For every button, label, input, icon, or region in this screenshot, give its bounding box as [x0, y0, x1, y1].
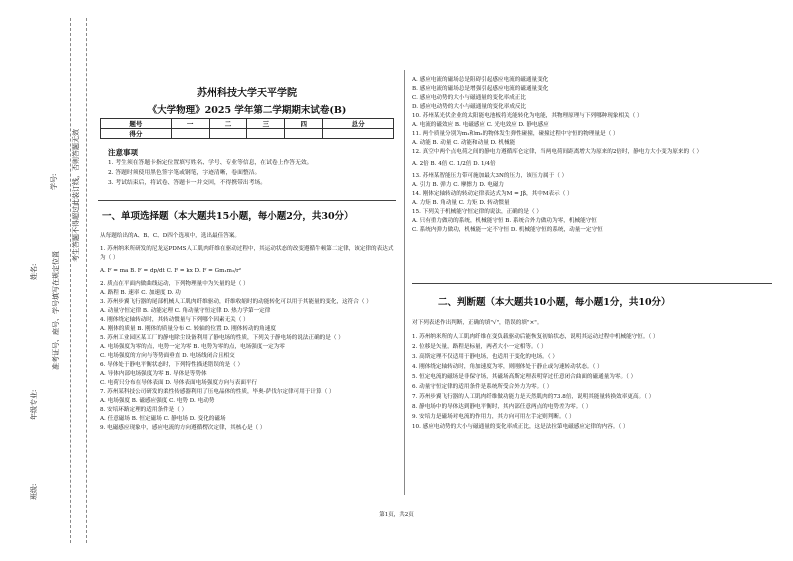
binding-line-inner	[86, 18, 87, 543]
binding-admission: 准考证号、座号、学号填写在规定位置	[52, 251, 60, 370]
question-line: C. 电场强度的方向与等势面垂直 D. 电场线闭合且相交	[100, 353, 235, 359]
score-cell: 题号	[101, 119, 172, 129]
score-cell: 四	[285, 119, 323, 129]
section1-continued	[412, 76, 770, 235]
judge-item: 6. 动量守恒定律的适用条件是系统所受合外力为零。（ ）	[412, 384, 553, 390]
judge-item: 3. 高斯定理不仅适用于静电场，也适用于变化的电场。（ ）	[412, 354, 558, 360]
question-line: 1. 苏州纳米所研发的尼龙运PDMS人工肌肉纤维在驱动过程中，其运动状态的改变遵循牛顿第二定律，该定律的表达式为（ ）	[100, 246, 394, 261]
binding-class: 班级:	[30, 483, 38, 500]
score-cell: 总分	[323, 119, 394, 129]
question-line: A. 任意磁场 B. 恒定磁场 C. 静电场 D. 变化的磁场	[100, 416, 226, 422]
score-cell: 得分	[101, 129, 172, 139]
score-value-row	[101, 129, 394, 139]
judge-item: 2. 位移是矢量，路程是标量，两者大小一定相等。（ ）	[412, 344, 547, 350]
question-line: A. F = ma B. F = dp/dt C. F = kx D. F = Gm₁m₂/r²	[100, 268, 241, 274]
question-line: 10. 苏州某光伏企业的太阳能电池板将光能转化为电能，其物理原理与下列哪种现象相关（ ）	[412, 113, 643, 119]
section-rule	[98, 200, 396, 201]
section1-intro: 从每题给出的A、B、C、D四个选项中，选出最佳答案。	[100, 233, 240, 239]
score-header-row	[101, 119, 394, 129]
section1-title: 一、单项选择题（本大题共15小题，每小题2分，共30分）	[102, 211, 354, 222]
score-input[interactable]	[285, 129, 323, 139]
question-line: A. 2倍 B. 4倍 C. 1/2倍 D. 1/4倍	[412, 161, 496, 167]
question-line: 14. 刚体定轴转动的转动定律表达式为M = Jβ，其中M表示（ ）	[412, 191, 573, 197]
judge-item: 8. 静电场中的导体达到静电平衡时，其内部任意两点的电势差为零。（ ）	[412, 404, 592, 410]
question-line: A. 只有重力做功的系统，机械能守恒 B. 系统合外力做功为零，机械能守恒	[412, 218, 597, 224]
judge-item: 1. 苏州纳米所的人工肌肉纤维在变负载驱动后能恢复初始状态，说明其运动过程中机械能守恒。（ ）	[412, 334, 659, 340]
question-line: A. 动能 B. 动量 C. 动能和动量 D. 机械能	[412, 140, 516, 146]
question-line: C. 感应电动势的大小与磁通量的变化率成正比	[412, 95, 526, 101]
note-item: 1. 考生须在答题卡指定位置填写姓名、学号、专业等信息，在试卷上作答无效。	[108, 160, 313, 166]
question-line: 5. 苏州工业园区某工厂的静电除尘设备利用了静电场的性质，下列关于静电场的说法正确的是（ ）	[100, 335, 344, 341]
score-input[interactable]	[171, 129, 209, 139]
notes-title: 注意事项	[108, 148, 138, 157]
judge-item: 10. 感应电动势的大小与磁通量的变化率成正比，这是法拉第电磁感应定律的内容。（ ）	[412, 424, 629, 430]
note-item: 2. 答题时须使用黑色签字笔或钢笔，字迹清晰，卷面整洁。	[108, 170, 261, 176]
question-line: A. 导体内部电场强度为零 B. 导体是等势体	[100, 371, 207, 377]
binding-warning: 考生答题不得超过此装订线，否则答题无效	[72, 129, 80, 262]
question-line: D. 感应电动势的大小与磁通量的变化率成反比	[412, 104, 527, 110]
column-divider	[404, 70, 405, 495]
score-input[interactable]	[247, 129, 285, 139]
binding-grade: 年级专业:	[30, 389, 38, 420]
section1-body	[100, 232, 394, 433]
score-cell: 三	[247, 119, 285, 129]
binding-name: 姓名:	[30, 263, 38, 280]
question-line: 8. 安培环路定理的适用条件是（ ）	[100, 407, 188, 413]
score-cell: 一	[171, 119, 209, 129]
question-line: A. 动量守恒定律 B. 动能定理 C. 角动量守恒定律 D. 热力学第一定律	[100, 308, 271, 314]
judge-item: 4. 刚体绕定轴转动时，角加速度为零，则刚体处于静止或匀速转动状态。（ ）	[412, 364, 603, 370]
section-rule	[412, 283, 772, 284]
question-line: A. 电场强度 B. 磁感应强度 C. 电势 D. 电动势	[100, 398, 215, 404]
question-line: A. 感应电流的磁场总是阻碍引起感应电流的磁通量变化	[412, 77, 549, 83]
question-line: 7. 苏州某科技公司研发的柔性传感器利用了压电晶体的性质，毕奥-萨伐尔定律可用于计算（ ）	[100, 389, 335, 395]
right-column	[412, 0, 772, 561]
judge-item: 5. 恒定电流的磁场是非保守场，其磁场高斯定理表明穿过任意闭合曲面的磁通量为零。（ ）	[412, 374, 637, 380]
question-line: C. 电荷只分布在导体表面 D. 导体表面电场强度方向与表面平行	[100, 380, 258, 386]
binding-line-outer	[70, 18, 71, 543]
judge-item: 7. 苏州步翼飞行器的人工肌肉纤维做功能力是天然肌肉的73.8倍，说明其能量转换效率更高。（ ）	[412, 394, 655, 400]
score-input[interactable]	[323, 129, 394, 139]
question-line: A. 路程 B. 速率 C. 加速度 D. 功	[100, 290, 181, 296]
section2-body	[412, 318, 770, 432]
question-line: A. 引力 B. 弹力 C. 摩擦力 D. 电磁力	[412, 182, 505, 188]
left-column	[98, 0, 396, 561]
judge-item: 9. 安培力是磁场对电流的作用力，其方向可用左手定则判断。（ ）	[412, 414, 575, 420]
question-line: 13. 苏州某智能压力带可施加最大3N的压力，该压力属于（ ）	[412, 173, 568, 179]
binding-student-no: 学号:	[50, 173, 58, 190]
page-footer: 第1页，共2页	[379, 512, 414, 518]
section2-intro: 对下列表述作出判断，正确的填"√"，错误的填"×"。	[412, 320, 543, 326]
score-table	[100, 118, 394, 139]
note-item: 3. 考试结束后，将试卷、答题卡一并交回，不得携带出考场。	[108, 180, 267, 186]
notes-list	[108, 158, 393, 188]
question-line: 4. 刚体绕定轴转动时，其转动惯量与下列哪个因素无关（ ）	[100, 317, 249, 323]
exam-title: 《大学物理》2025 学年第二学期期末试卷(B)	[147, 105, 347, 116]
question-line: 15. 下列关于机械能守恒定律的说法，正确的是（ ）	[412, 209, 542, 215]
question-line: 2. 质点在平面内做曲线运动，下列物理量中为矢量的是（ ）	[100, 281, 249, 287]
question-line: 3. 苏州步翼飞行器的尾部机械人工肌肉纤维驱动，纤维收缩时的动能转化可以用于其能量的变化，这符合（ ）	[100, 299, 372, 305]
school-name: 苏州科技大学天平学院	[197, 88, 297, 99]
score-cell: 二	[209, 119, 247, 129]
question-line: 12. 真空中两个点电荷之间的静电力遵循库仑定律，当两电荷间距离增大为原来的2倍时，静电力大小变为原来的（ ）	[412, 149, 703, 155]
question-line: A. 电场强度为零的点，电势一定为零 B. 电势为零的点，电场强度一定为零	[100, 344, 285, 350]
question-line: A. 电流的磁效应 B. 电磁感应 C. 光电效应 D. 静电感应	[412, 122, 549, 128]
section2-title: 二、判断题（本大题共10小题，每小题1分，共10分）	[438, 297, 671, 308]
question-line: 9. 电磁感应现象中，感应电流的方向遵循楞次定律，其核心是（ ）	[100, 425, 266, 431]
question-line: 6. 导体处于静电平衡状态时，下列特性描述错误的是（ ）	[100, 362, 244, 368]
score-input[interactable]	[209, 129, 247, 139]
question-line: B. 感应电流的磁场总是增强引起感应电流的磁通量变化	[412, 86, 549, 92]
question-line: 11. 两个质量分别为m₁和m₂的物体发生弹性碰撞，碰撞过程中守恒的物理量是（ ）	[412, 131, 619, 137]
question-line: A. 刚体的质量 B. 刚体的质量分布 C. 转轴的位置 D. 刚体转动的角速度	[100, 326, 276, 332]
question-line: C. 系统内弹力做功，机械能一定不守恒 D. 机械能守恒的系统，动量一定守恒	[412, 227, 603, 233]
question-line: A. 力矩 B. 角动量 C. 力矩 D. 转动惯量	[412, 200, 510, 206]
